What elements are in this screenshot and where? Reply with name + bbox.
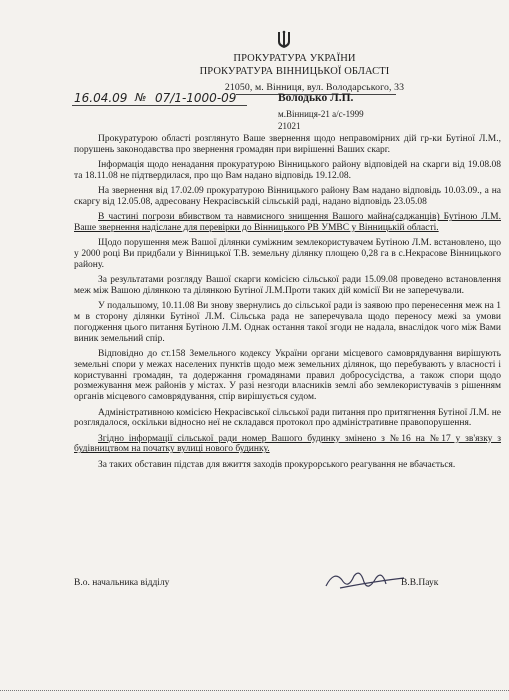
letter-body [74,134,501,475]
header-line1: ПРОКУРАТУРА УКРАЇНИ [233,53,356,64]
signer-name: В.В.Паук [401,578,439,588]
addressee-name: Володько Л.П. [278,92,354,104]
paragraph: На звернення від 17.02.09 прокуратурою Вінницького району Вам надано відповідь 10.03.09., а на скаргу від 12.05.08, адресовану Некрасівській сільській раді, надано відповідь 23.05.08 [74,186,501,207]
paragraph: За таких обставин підстав для вжиття заходів прокурорського реагування не вбачається. [98,459,456,470]
scan-edge-line [0,690,509,691]
registration-number-prefix: № [135,91,147,104]
paragraph: За результатами розгляду Вашої скарги комісією сільської ради 15.09.08 проведено встановлення меж між Вашою ділянкою та ділянкою Бутіної Л.М.Проти таких дій комісії Ви не заперечували. [74,275,501,297]
addressee-address: м.Вінниця-21 а/с-1999 [278,109,364,119]
addressee-postcode: 21021 [278,121,301,131]
trident-emblem-icon [276,30,292,50]
signer-position: В.о. начальника відділу [74,578,170,588]
paragraph: Адміністративною комісією Некрасівської сільської ради питання про притягнення Бутіної Л.М. не розглядалося, оскільки відносно неї не складався протокол про адміністративне правопорушення. [74,407,501,429]
header-address: 21050, м. Вінниця, вул. Володарського, 33 [224,82,405,93]
paragraph: Відповідно до ст.158 Земельного кодексу України органи місцевого самоврядування вирішують земельні спори у межах населених пунктів щодо меж земельних ділянок, що перебувають у власності і користуванні громадян, та додержання громадянами правил добросусідства, а також спори щодо розмежування меж районів у містах. У разі незгоди власників землі або землекористувачів з рішенням органів місцевого самоврядування, спір вирішується судом. [74,349,501,403]
registration-date: 16.04.09 [74,91,128,105]
paragraph: Прокуратурою області розглянуто Ваше звернення щодо неправомірних дій гр-ки Бутіної Л.М., порушень законодавства про звернення громадян при вирішенні Ваших скарг. [74,134,501,155]
paragraph: Щодо порушення меж Вашої ділянки суміжним землекористувачем Бутіною Л.М. встановлено, що у 2000 році Ви придбали у Вінницької Т.В. земельну ділянку площею 0,28 га в с.Некрасове Вінницького району. [74,238,501,270]
header-line2: ПРОКУРАТУРА ВІННИЦЬКОЇ ОБЛАСТІ [199,66,390,77]
registration-underline [72,105,247,106]
registration-number: 07/1-1000-09 [155,91,237,105]
handwritten-signature [320,566,410,596]
paragraph-underlined: В частині погрози вбивством та навмисного знищення Вашого майна(саджанців) Бутіною Л.М. Ваше звернення надіслане для перевірки до Вінницького РВ УМВС у Вінницькій області. [74,212,501,234]
paragraph: Інформація щодо ненадання прокуратурою Вінницького району відповідей на скарги від 19.08.08 та 18.11.08 не підтвердилася, про що Вам надано відповідь 19.12.08. [74,160,501,181]
paragraph: У подальшому, 10.11.08 Ви знову звернулись до сільської ради із заявою про перенесення меж на 1 м в сторону ділянки Бутіної Л.М. Сільська рада не заперечувала щодо переносу межі за умови погодження цього питання Бутіною Л.М. Однак остання такої згоди не надала, внаслідок чого між Вами виник земельний спір. [74,301,501,344]
paragraph-underlined: Згідно інформації сільської ради номер Вашого будинку змінено з №16 на №17 у зв'язку з будівництвом на початку вулиці нового будинку. [74,433,501,455]
